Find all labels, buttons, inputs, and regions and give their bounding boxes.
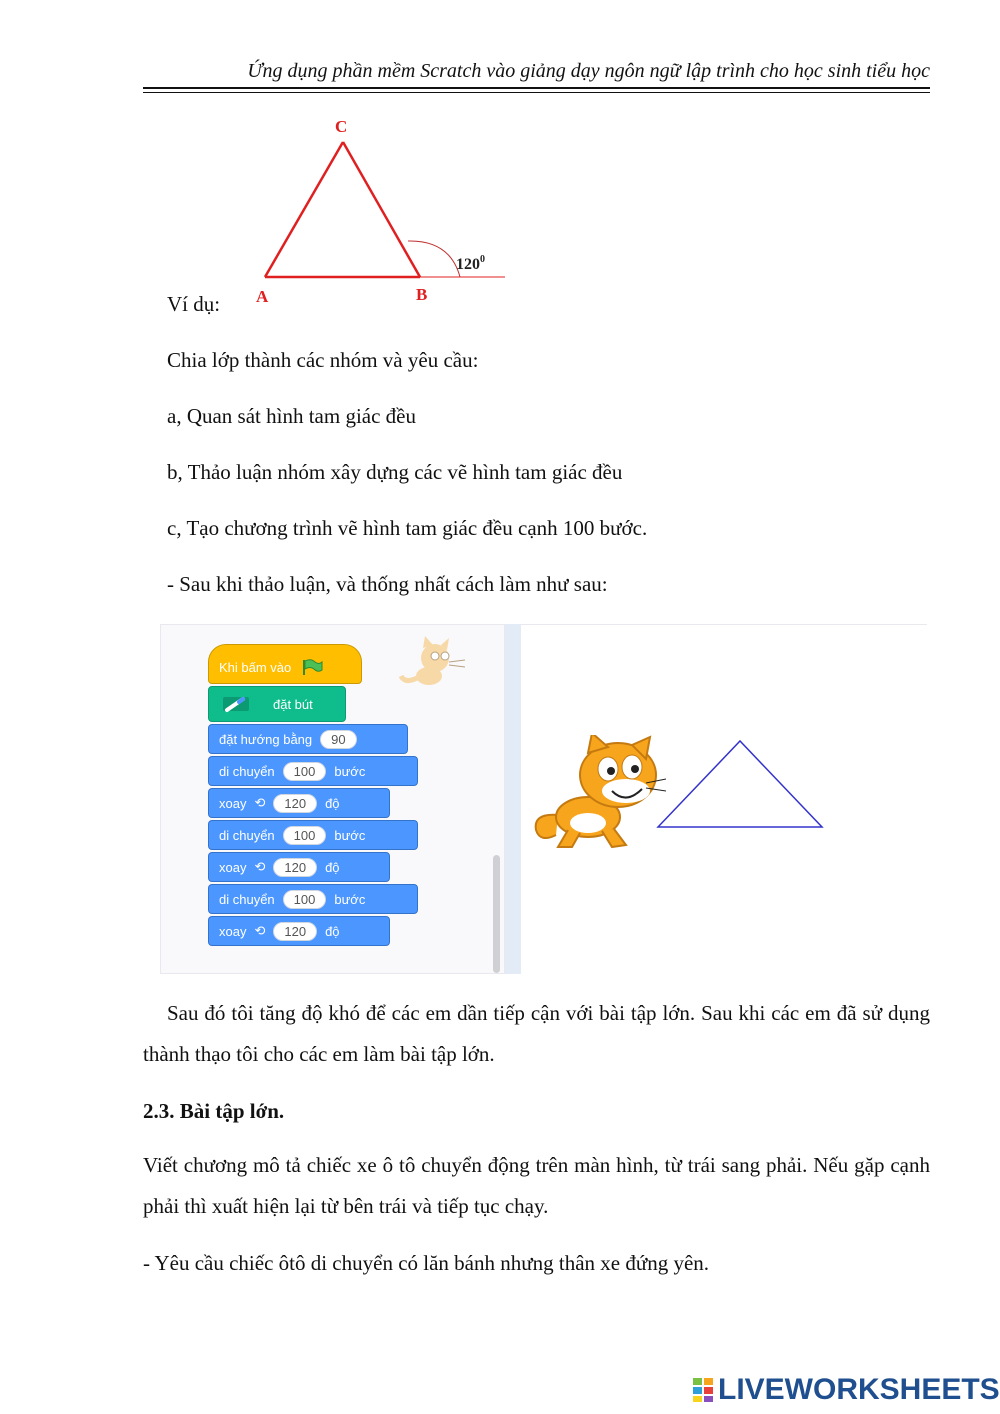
steps-input[interactable]: 100 xyxy=(283,890,327,909)
line-5: - Sau khi thảo luận, và thống nhất cách làm như sau: xyxy=(167,572,608,596)
page-header: Ứng dụng phần mềm Scratch vào giảng dạy ngôn ngữ lập trình cho học sinh tiểu học xyxy=(247,60,930,82)
turn-left-icon: ⟲ xyxy=(254,923,266,938)
steps-input[interactable]: 100 xyxy=(283,762,327,781)
move-steps-block[interactable] xyxy=(208,884,418,914)
section-heading: 2.3. Bài tập lớn. xyxy=(143,1099,285,1123)
line-4: c, Tạo chương trình vẽ hình tam giác đều cạnh 100 bước. xyxy=(167,516,648,540)
vertex-c-label: C xyxy=(335,117,348,136)
point-in-direction-block[interactable] xyxy=(208,724,408,754)
paragraph-2: Viết chương mô tả chiếc xe ô tô chuyển động trên màn hình, từ trái sang phải. Nếu gặp cạnh phải thì xuất hiện lại từ bên trái và tiếp tục chạy. xyxy=(143,1153,930,1218)
vertex-b-label: B xyxy=(416,285,428,304)
degrees-input[interactable]: 120 xyxy=(273,858,317,877)
example-label: Ví dụ: xyxy=(167,292,221,316)
scratch-cat-sprite xyxy=(528,735,668,850)
steps-input[interactable]: 100 xyxy=(283,826,327,845)
line-3: b, Thảo luận nhóm xây dựng các vẽ hình tam giác đều xyxy=(167,460,623,484)
move-steps-block[interactable] xyxy=(208,756,418,786)
block-unit: độ xyxy=(325,795,340,811)
liveworksheets-logo xyxy=(692,1373,1000,1407)
degrees-input[interactable]: 120 xyxy=(273,922,317,941)
liveworksheets-logo-text: LIVEWORKSHEETS xyxy=(718,1373,1000,1406)
turn-block[interactable] xyxy=(208,788,390,818)
block-label: di chuyển xyxy=(219,763,275,779)
liveworksheets-mark-icon xyxy=(692,1377,714,1403)
triangle-figure xyxy=(250,112,510,312)
code-scrollbar[interactable] xyxy=(493,855,500,973)
pen-icon xyxy=(221,693,251,715)
header-rule-thin xyxy=(143,92,930,93)
turn-left-icon: ⟲ xyxy=(254,859,266,874)
triangle-side-ac xyxy=(265,142,343,277)
sprite-thumbnail-icon xyxy=(395,636,475,692)
block-unit: độ xyxy=(325,923,340,939)
block-unit: bước xyxy=(334,827,366,843)
block-label: di chuyển xyxy=(219,827,275,843)
green-flag-icon xyxy=(301,658,323,676)
block-unit: độ xyxy=(325,859,340,875)
pen-label: đặt bút xyxy=(273,696,313,712)
block-label: xoay xyxy=(219,795,247,811)
block-label: xoay xyxy=(219,859,247,875)
pen-down-block[interactable] xyxy=(208,686,346,722)
vertex-a-label: A xyxy=(256,287,269,306)
block-label: xoay xyxy=(219,923,247,939)
block-unit: bước xyxy=(334,763,366,779)
move-steps-block[interactable] xyxy=(208,820,418,850)
triangle-side-bc xyxy=(343,142,420,277)
hat-label: Khi bấm vào xyxy=(219,659,292,675)
drawn-triangle xyxy=(650,735,830,835)
block-unit: bước xyxy=(334,891,366,907)
paragraph-3: - Yêu cầu chiếc ôtô di chuyển có lăn bánh nhưng thân xe đứng yên. xyxy=(143,1251,710,1275)
line-1: Chia lớp thành các nhóm và yêu cầu: xyxy=(167,348,479,372)
angle-label: $120^0$ xyxy=(456,254,485,273)
turn-block[interactable] xyxy=(208,916,390,946)
header-rule xyxy=(143,87,930,89)
direction-label: đặt hướng bằng xyxy=(219,731,313,747)
paragraph-1: Sau đó tôi tăng độ khó để các em dần tiếp cận với bài tập lớn. Sau khi các em đã sử dụng thành thạo tôi cho các em làm bài tập lớn. xyxy=(143,1001,930,1066)
turn-block[interactable] xyxy=(208,852,390,882)
turn-left-icon: ⟲ xyxy=(254,795,266,810)
when-flag-clicked-block[interactable] xyxy=(208,644,362,684)
pane-divider[interactable] xyxy=(505,624,521,974)
direction-input[interactable]: 90 xyxy=(320,730,356,749)
line-2: a, Quan sát hình tam giác đều xyxy=(167,404,417,428)
block-label: di chuyển xyxy=(219,891,275,907)
degrees-input[interactable]: 120 xyxy=(273,794,317,813)
